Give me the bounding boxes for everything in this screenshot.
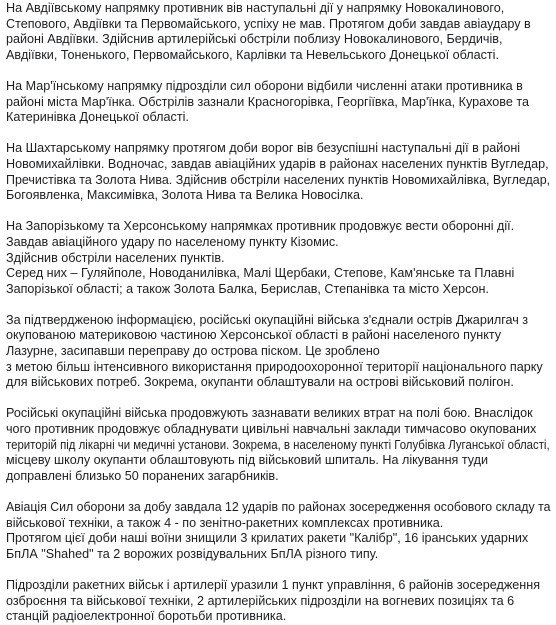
paragraph	[6, 79, 550, 126]
paragraph-line: Здійснив обстріли населених пунктів.	[6, 250, 225, 265]
paragraph-line: На Авдіївському напрямку противник вів наступальні дії у напрямку Новокалинового,	[6, 1, 505, 15]
paragraph	[6, 578, 550, 625]
paragraph	[6, 500, 550, 562]
paragraph-line: Завдав авіаційного удару по населеному пункту Кізомис.	[6, 234, 339, 249]
paragraph-line: для військових потреб. Зокрема, окупанти облаштували на острові військовий полігон.	[6, 375, 514, 390]
paragraph-line: Запорізької області; а також Золота Балка, Берислав, Степанівка та місто Херсон.	[6, 281, 489, 296]
paragraph-line: озброєння та військової техніки, 2 артилерійських підрозділи на вогневих позиціях та 6	[6, 593, 515, 608]
paragraph	[6, 141, 550, 203]
paragraph-line: доправлені близько 50 поранених загарбників.	[6, 468, 279, 483]
paragraph-line: місцеву школу окупанти облаштовують під військовий шпиталь. На лікування туди	[6, 453, 489, 468]
paragraph-line: На Шахтарському напрямку протягом доби ворог вів безуспішні наступальні дії в районі	[6, 141, 521, 156]
paragraph-line: військової техніки, а також 4 - по зенітно-ракетних комплексах противника.	[6, 515, 444, 530]
paragraph-line: Авіація Сил оборони за добу завдала 12 ударів по районах зосередження особового складу та	[6, 500, 551, 514]
paragraph-line: Серед них – Гуляйполе, Новоданилівка, Малі Щербаки, Степове, Кам'янське та Плавні	[6, 266, 515, 281]
paragraph-line: територій під лікарні чи медичні установи. Зокрема, в населеному пункті Голубівка Луганської області,	[6, 437, 550, 452]
paragraph-line: Пречистівка та Золота Нива. Здійснив обстріли населених пунктів Новомихайлівка, Вугледар,	[6, 172, 551, 187]
paragraph-line: Новомихайлівки. Водночас, завдав авіаційних ударів в районах населених пунктів Вугледар,	[6, 156, 549, 171]
paragraph-line: Авдіївки, Тоненького, Первомайського, Карлівки та Невельського Донецької області.	[6, 47, 499, 62]
paragraph-line: станцій радіоелектронної боротьби противника.	[6, 609, 287, 624]
paragraph	[6, 406, 550, 484]
paragraph	[6, 219, 550, 297]
paragraph-line: окупованою материковою частиною Херсонської області в районі населеного пункту	[6, 328, 502, 343]
paragraph-line: Степового, Авдіївки та Первомайського, успіху не мав. Протягом доби завдав авіаудару в	[6, 16, 531, 31]
paragraph-line: На Запорізькому та Херсонському напрямках противник продовжує вести оборонні дії.	[6, 219, 515, 234]
paragraph-line: Катеринівка Донецької області.	[6, 110, 189, 125]
paragraph-line: Протягом цієї доби наші воїни знищили 3 крилатих ракети "Калібр", 16 іранських ударних	[6, 531, 529, 546]
paragraph-line: Російські окупаційні війська продовжують зазнавати великих втрат на полі бою. Внаслідок	[6, 406, 533, 421]
paragraph-line: районі Авдіївки. Здійснив артилерійські обстріли поблизу Новокалинового, Бердичів,	[6, 32, 503, 47]
paragraph-line: чого противник продовжує обладнувати цивільні навчальні заклади тимчасово окупованих	[6, 422, 537, 437]
paragraph	[6, 313, 550, 391]
paragraph-line: з метою більш інтенсивного використання природоохоронної території національного парку	[6, 359, 543, 374]
paragraph-line: Лазурне, засипавши переправу до острова піском. Це зроблено	[6, 344, 380, 359]
paragraph-line: Підрозділи ракетних військ і артилерії уразили 1 пункт управління, 6 районів зосередження	[6, 577, 541, 592]
paragraph-line: Богоявленка, Максимівка, Золота Нива та Велика Новосілка.	[6, 188, 364, 203]
paragraph-line: На Мар'їнському напрямку підрозділи сил оборони відбили численні атаки противника в	[6, 78, 523, 93]
paragraph-line: БпЛА "Shahed" та 2 ворожих розвідувальних БпЛА різного типу.	[6, 546, 379, 561]
paragraph	[6, 1, 550, 63]
paragraph-line: За підтвердженою інформацією, російські окупаційні війська з'єднали острів Джарилгач з	[6, 312, 529, 327]
paragraph-line: районі міста Мар'їнка. Обстрілів зазнали Красногорівка, Георгіївка, Мар'їнка, Курахове та	[6, 94, 529, 109]
